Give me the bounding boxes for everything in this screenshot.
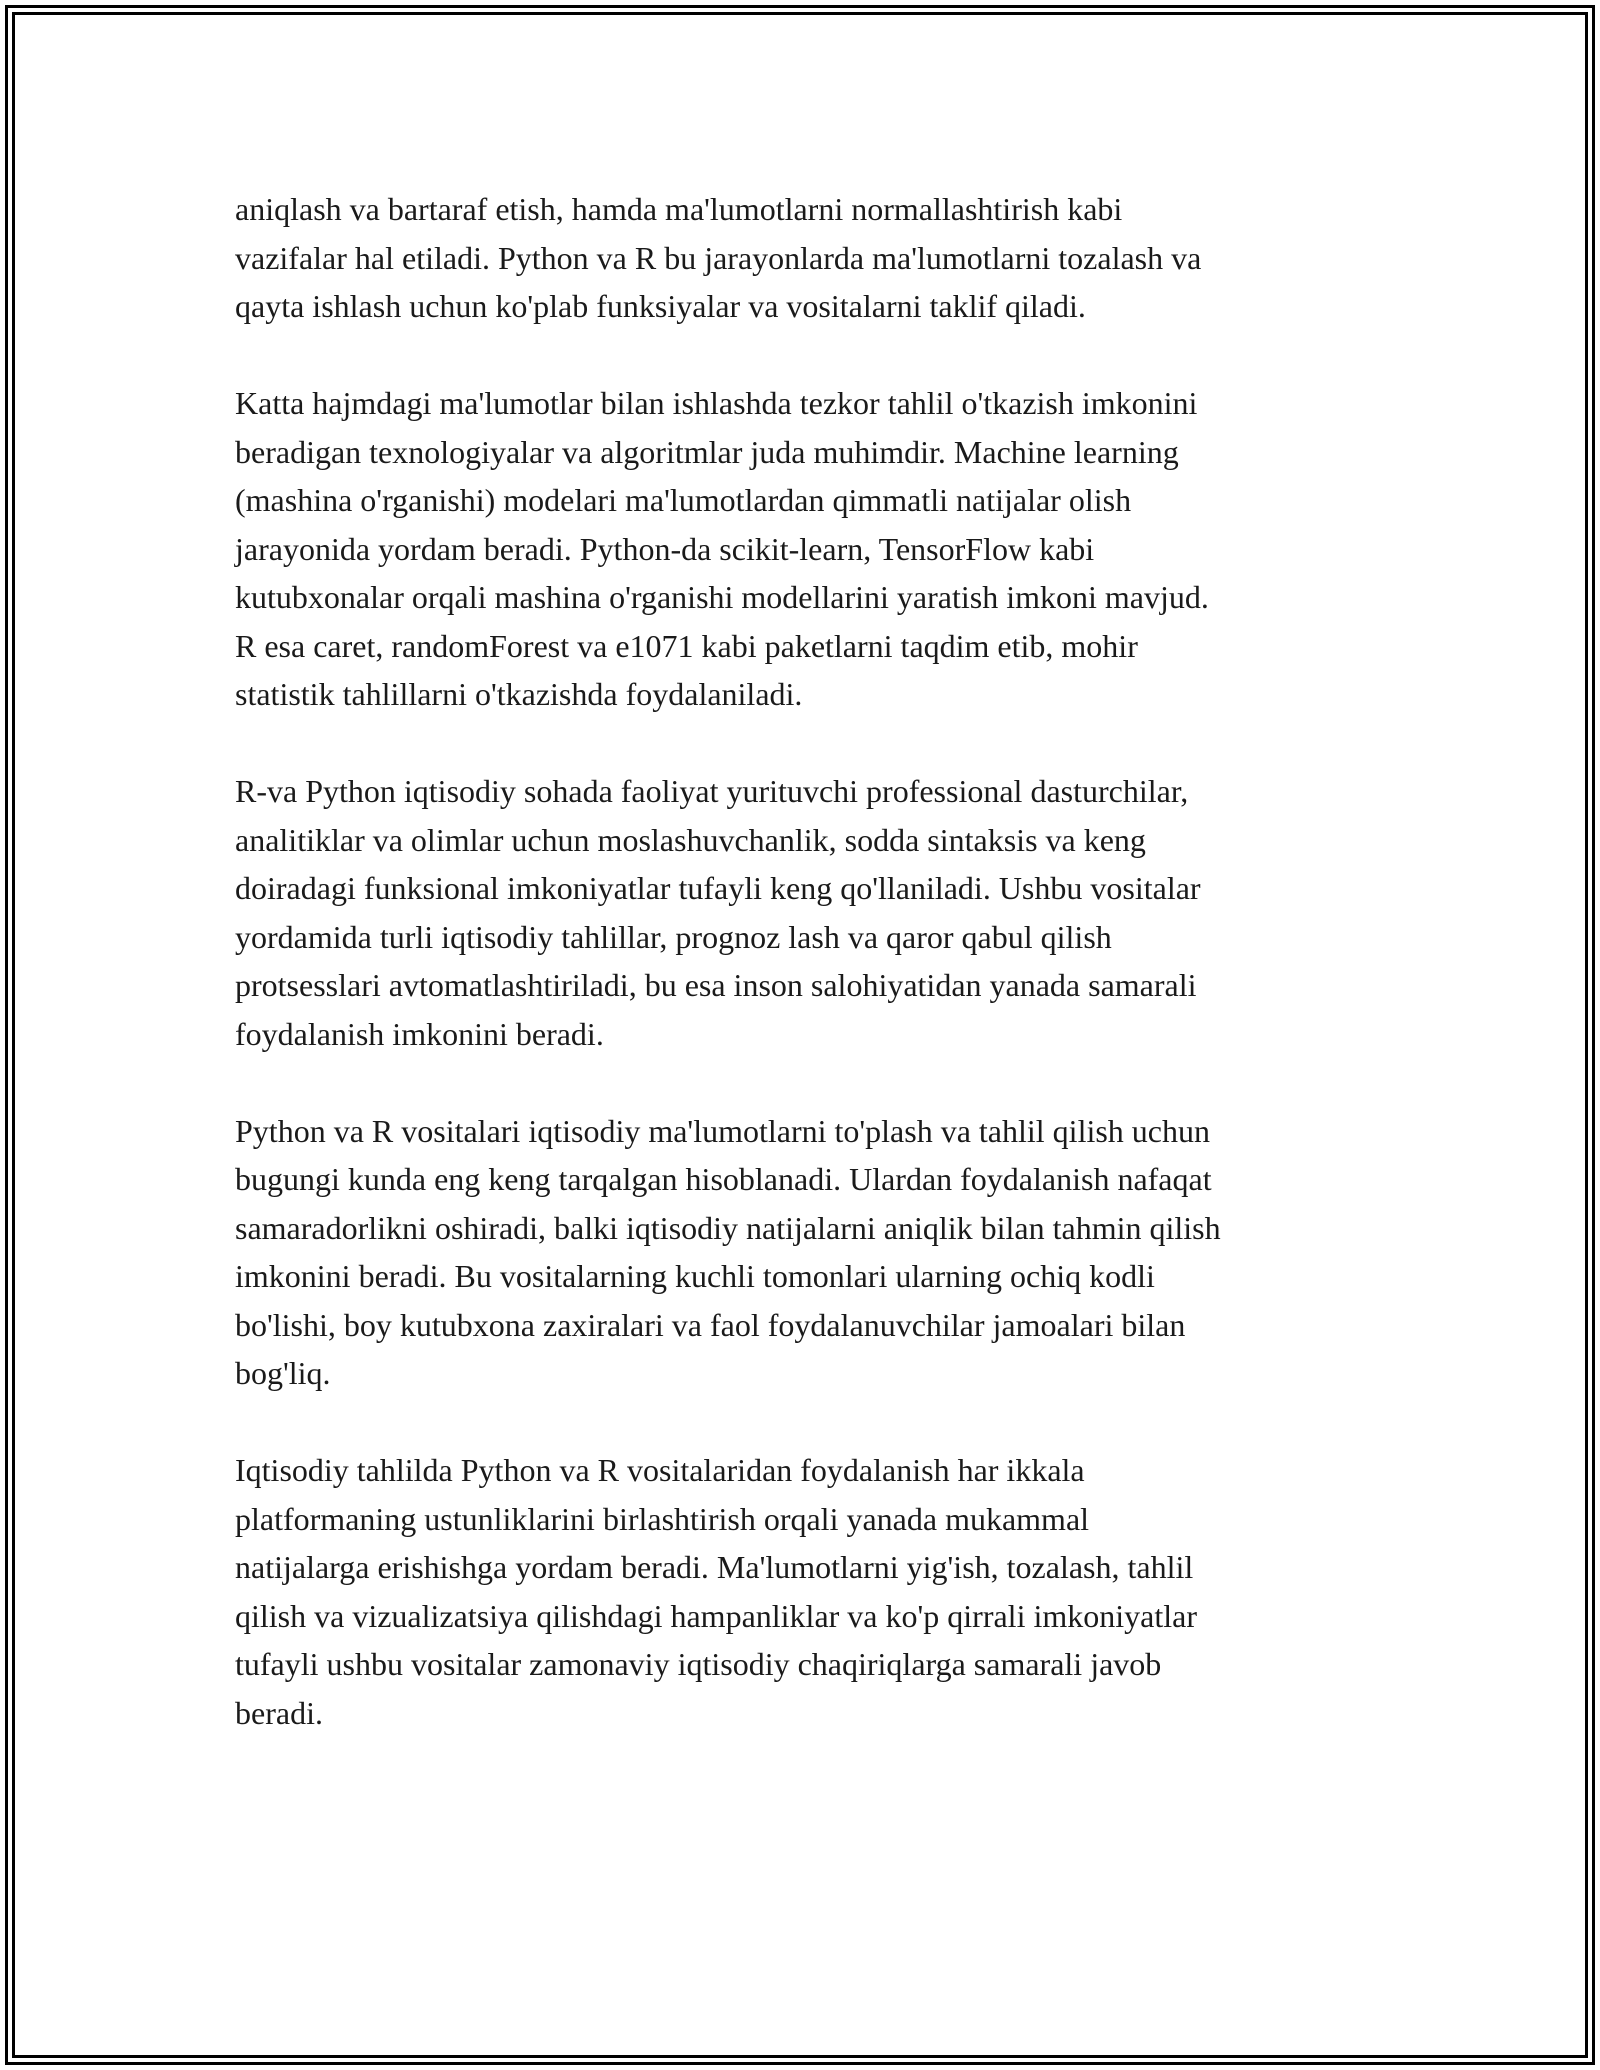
paragraph bbox=[235, 379, 1375, 719]
paragraph bbox=[235, 1446, 1375, 1737]
text-line: beradi. bbox=[235, 1694, 323, 1731]
text-line: bugungi kunda eng keng tarqalgan hisoblanadi. Ulardan foydalanish nafaqat bbox=[235, 1161, 1212, 1197]
text-line: natijalarga erishishga yordam beradi. Ma'lumotlarni yig'ish, tozalash, tahlil bbox=[235, 1549, 1194, 1585]
text-line: platformaning ustunliklarini birlashtirish orqali yanada mukammal bbox=[235, 1500, 1090, 1537]
text-line: statistik tahlillarni o'tkazishda foydalaniladi. bbox=[235, 676, 803, 712]
text-line: yordamida turli iqtisodiy tahlillar, prognoz lash va qaror qabul qilish bbox=[235, 918, 1112, 955]
text-line: aniqlash va bartaraf etish, hamda ma'lumotlarni normallashtirish kabi bbox=[235, 191, 1123, 227]
text-line: analitiklar va olimlar uchun moslashuvchanlik, sodda sintaksis va keng bbox=[235, 821, 1146, 858]
text-line: qayta ishlash uchun ko'plab funksiyalar va vositalarni taklif qiladi. bbox=[235, 288, 1086, 324]
text-line: imkonini beradi. Bu vositalarning kuchli tomonlari ularning ochiq kodli bbox=[235, 1258, 1155, 1294]
text-line: doiradagi funksional imkoniyatlar tufayli keng qo'llaniladi. Ushbu vositalar bbox=[235, 870, 1201, 906]
text-line: Katta hajmdagi ma'lumotlar bilan ishlashda tezkor tahlil o'tkazish imkonini bbox=[235, 385, 1198, 421]
text-line: bo'lishi, boy kutubxona zaxiralari va faol foydalanuvchilar jamoalari bilan bbox=[235, 1306, 1186, 1343]
text-line: Iqtisodiy tahlilda Python va R vositalaridan foydalanish har ikkala bbox=[235, 1452, 1085, 1488]
text-line: tufayli ushbu vositalar zamonaviy iqtisodiy chaqiriqlarga samarali javob bbox=[235, 1646, 1162, 1682]
text-line: qilish va vizualizatsiya qilishdagi hampanliklar va ko'p qirrali imkoniyatlar bbox=[235, 1597, 1197, 1634]
paragraph bbox=[235, 767, 1375, 1058]
text-line: Python va R vositalari iqtisodiy ma'lumotlarni to'plash va tahlil qilish uchun bbox=[235, 1112, 1210, 1149]
text-line: R esa caret, randomForest va e1071 kabi paketlarni taqdim etib, mohir bbox=[235, 627, 1138, 664]
text-line: bog'liq. bbox=[235, 1355, 331, 1391]
document-body bbox=[235, 185, 1375, 1786]
text-line: beradigan texnologiyalar va algoritmlar juda muhimdir. Machine learning bbox=[235, 433, 1179, 470]
text-line: foydalanish imkonini beradi. bbox=[235, 1015, 604, 1052]
text-line: R-va Python iqtisodiy sohada faoliyat yurituvchi professional dasturchilar, bbox=[235, 773, 1189, 809]
paragraph bbox=[235, 1107, 1375, 1398]
text-line: kutubxonalar orqali mashina o'rganishi modellarini yaratish imkoni mavjud. bbox=[235, 579, 1209, 615]
text-line: (mashina o'rganishi) modelari ma'lumotlardan qimmatli natijalar olish bbox=[235, 482, 1132, 518]
text-line: samaradorlikni oshiradi, balki iqtisodiy natijalarni aniqlik bilan tahmin qilish bbox=[235, 1209, 1221, 1246]
text-line: jarayonida yordam beradi. Python-da scikit-learn, TensorFlow kabi bbox=[235, 530, 1095, 567]
paragraph bbox=[235, 185, 1375, 331]
text-line: vazifalar hal etiladi. Python va R bu jarayonlarda ma'lumotlarni tozalash va bbox=[235, 239, 1202, 276]
text-line: protsesslari avtomatlashtiriladi, bu esa inson salohiyatidan yanada samarali bbox=[235, 967, 1197, 1003]
